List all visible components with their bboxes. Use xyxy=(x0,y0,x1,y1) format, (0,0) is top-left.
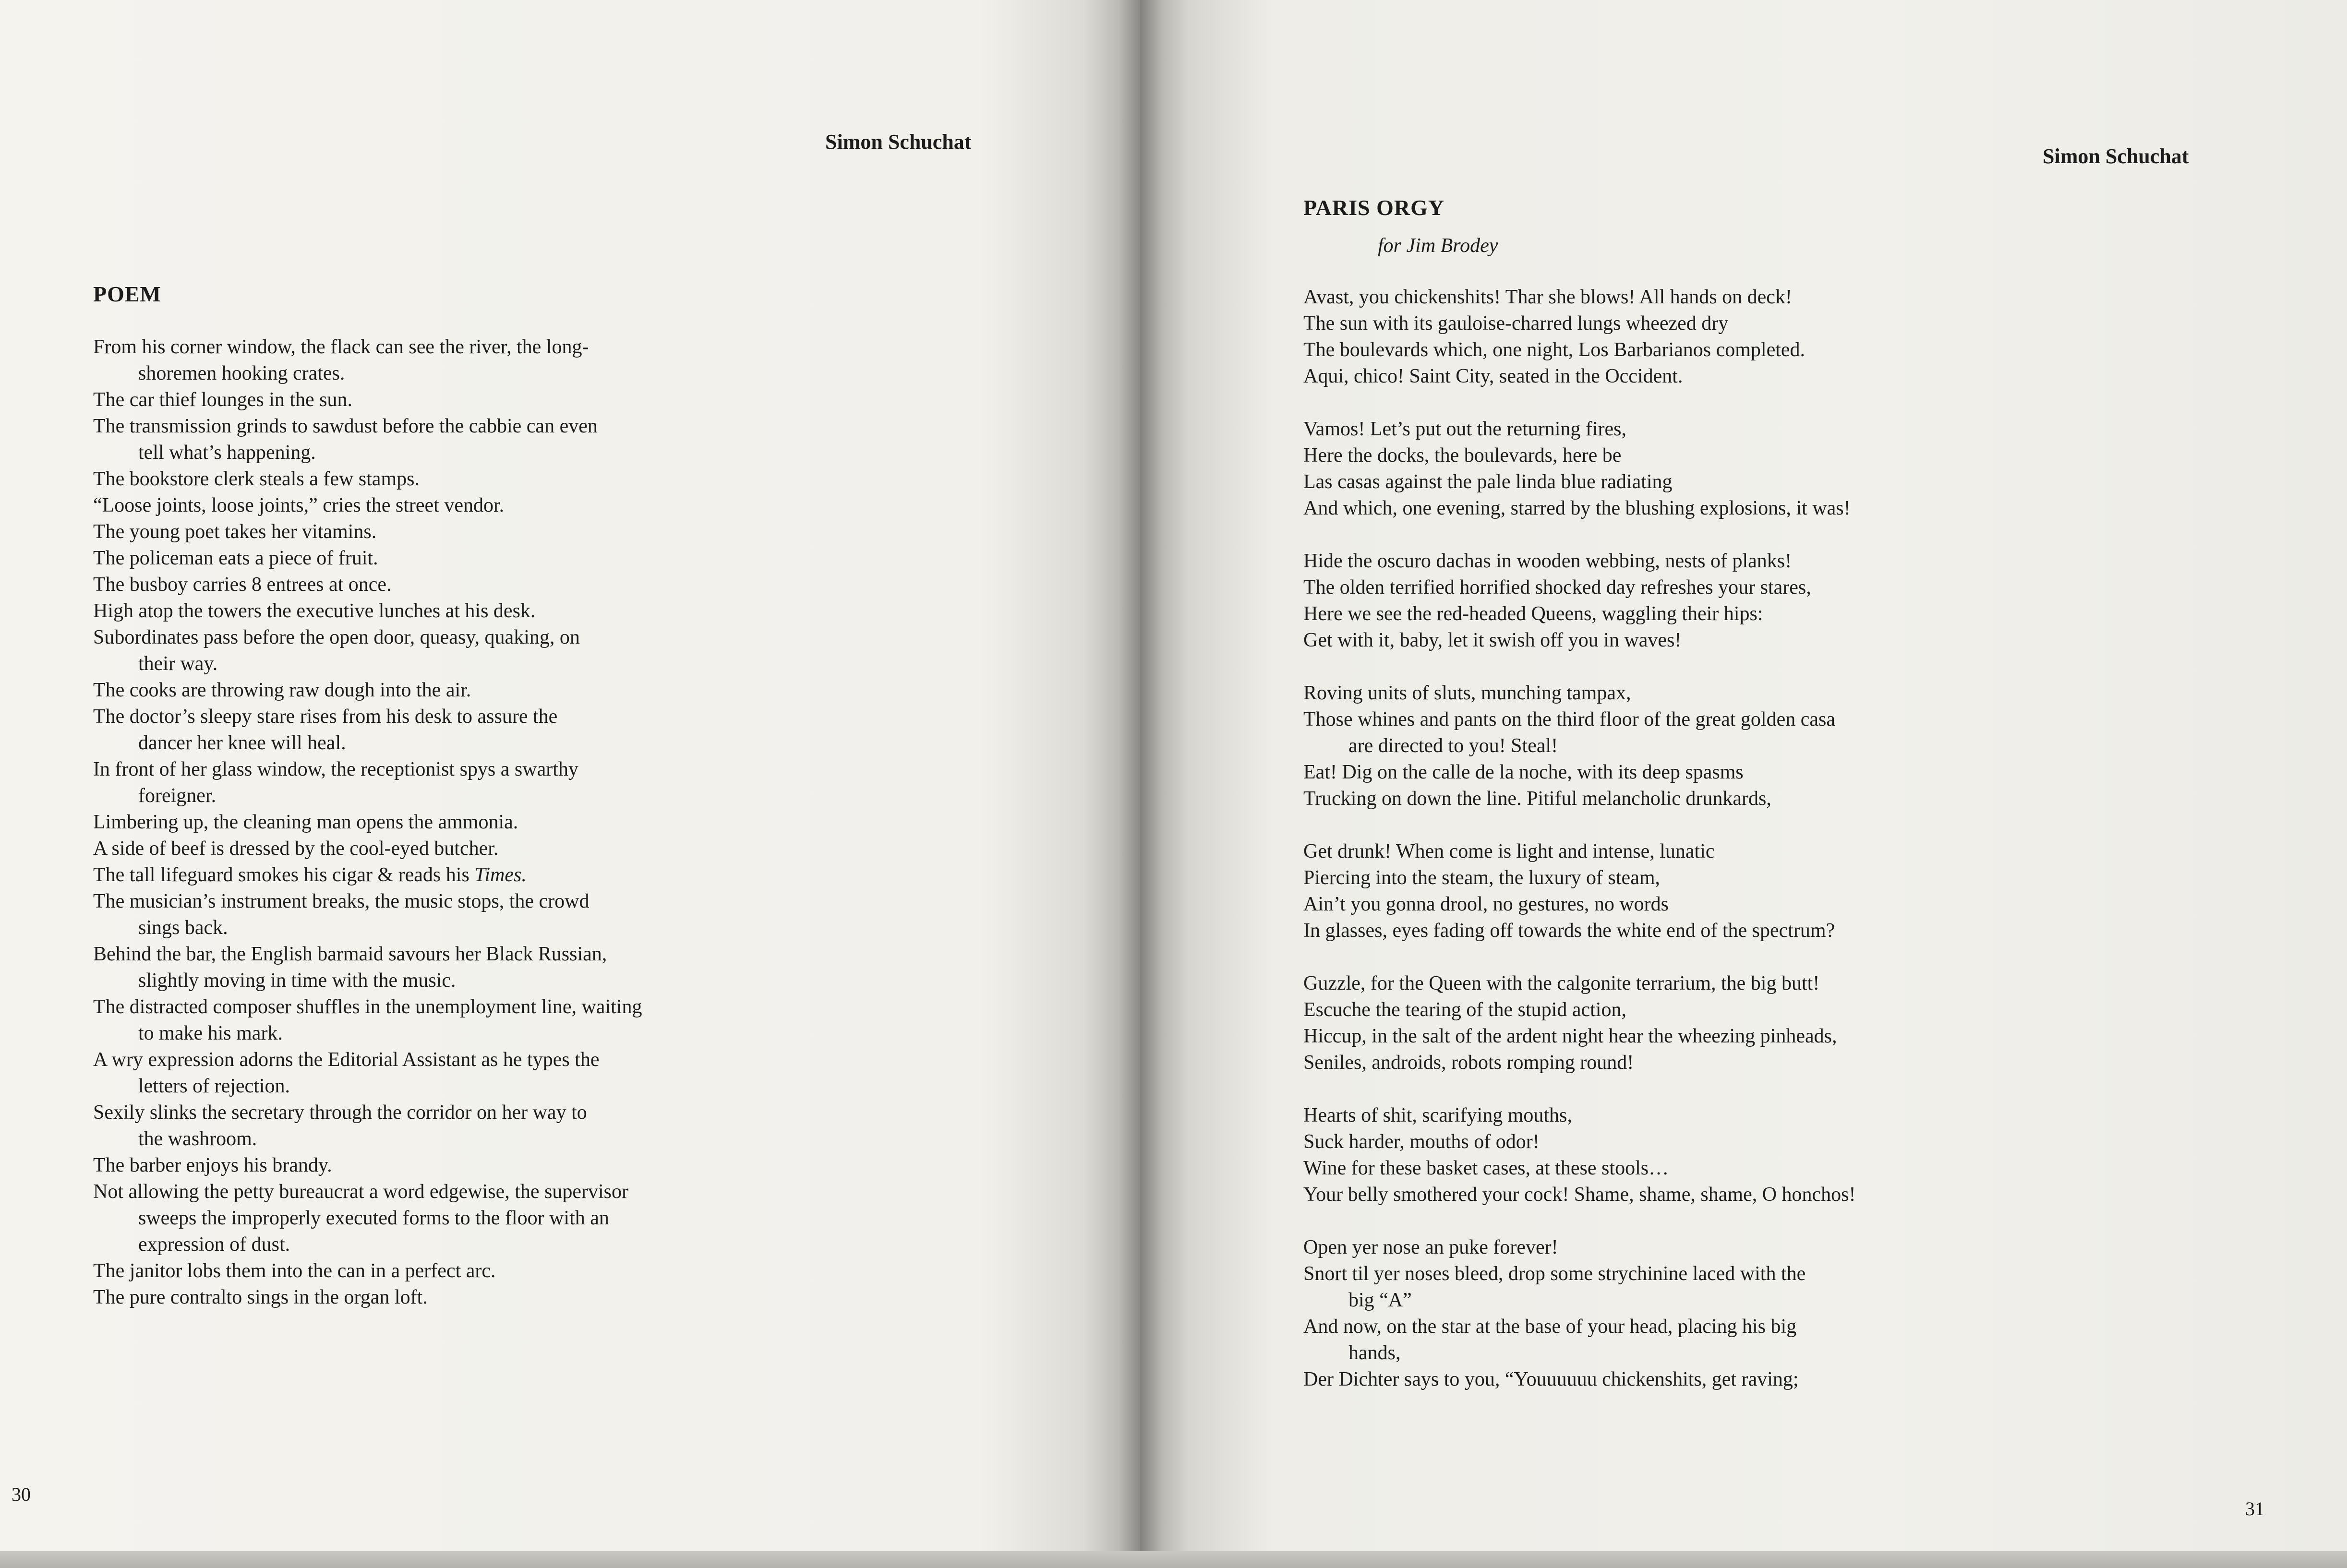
poem-line-text: Hiccup, in the salt of the ardent night hear the wheezing pinheads, xyxy=(1303,1025,1837,1047)
poem-line xyxy=(93,756,642,783)
poem-line xyxy=(1303,601,1856,627)
poem-line xyxy=(93,888,642,915)
poem-line-text: The policeman eats a piece of fruit. xyxy=(93,547,378,569)
poem-line-text: Escuche the tearing of the stupid action, xyxy=(1303,999,1626,1021)
stanza-break xyxy=(1303,522,1856,548)
poem-line-text: The car thief lounges in the sun. xyxy=(93,389,353,411)
poem-line-text: Roving units of sluts, munching tampax, xyxy=(1303,682,1631,704)
poem-line-text: In front of her glass window, the receptionist spys a swarthy xyxy=(93,758,578,780)
poem-line-text: Get drunk! When come is light and intense, lunatic xyxy=(1303,840,1715,862)
right-poem-body xyxy=(1303,284,1856,1393)
poem-line xyxy=(1303,970,1856,997)
poem-dedication: for Jim Brodey xyxy=(1378,235,1498,257)
poem-line xyxy=(93,994,642,1020)
poem-line xyxy=(93,572,642,598)
poem-line xyxy=(93,466,642,492)
poem-line xyxy=(93,836,642,862)
poem-line-text: The sun with its gauloise-charred lungs wheezed dry xyxy=(1303,312,1729,335)
poem-line xyxy=(1303,759,1856,786)
poem-line-text: Avast, you chickenshits! Thar she blows! All hands on deck! xyxy=(1303,286,1792,308)
poem-line-text: The tall lifeguard smokes his cigar & reads his xyxy=(93,864,475,886)
poem-line xyxy=(1303,997,1856,1023)
poem-line-text: sweeps the improperly executed forms to the floor with an xyxy=(138,1207,609,1229)
poem-line-text: Suck harder, mouths of odor! xyxy=(1303,1131,1540,1153)
poem-line xyxy=(93,1258,642,1284)
stanza-break xyxy=(1303,944,1856,970)
poem-line xyxy=(93,1126,642,1152)
poem-line xyxy=(93,862,642,888)
poem-line-text: The cooks are throwing raw dough into the air. xyxy=(93,679,471,701)
poem-line xyxy=(1303,627,1856,654)
poem-line-text: hands, xyxy=(1348,1342,1401,1364)
poem-line xyxy=(93,440,642,466)
poem-line xyxy=(1303,680,1856,706)
poem-line xyxy=(93,1073,642,1100)
poem-line xyxy=(1303,1155,1856,1182)
poem-line xyxy=(93,519,642,545)
poem-line xyxy=(93,387,642,413)
poem-line-text: shoremen hooking crates. xyxy=(138,362,345,384)
poem-line-text: High atop the towers the executive lunches at his desk. xyxy=(93,600,536,622)
poem-line xyxy=(93,1205,642,1232)
poem-line-text: Der Dichter says to you, “Youuuuuu chickenshits, get raving; xyxy=(1303,1368,1799,1390)
poem-line-text: From his corner window, the flack can see the river, the long- xyxy=(93,336,589,358)
poem-line-text: The distracted composer shuffles in the unemployment line, waiting xyxy=(93,996,642,1018)
poem-line-text: Las casas against the pale linda blue radiating xyxy=(1303,471,1673,493)
poem-line-text: dancer her knee will heal. xyxy=(138,732,346,754)
poem-line xyxy=(93,360,642,387)
poem-line xyxy=(1303,575,1856,601)
poem-line-text: slightly moving in time with the music. xyxy=(138,970,456,992)
poem-line xyxy=(93,1047,642,1073)
poem-line xyxy=(1303,891,1856,918)
right-page xyxy=(1140,0,2347,1568)
poem-line-text: Piercing into the steam, the luxury of steam, xyxy=(1303,867,1660,889)
book-gutter xyxy=(1119,0,1162,1568)
poem-line xyxy=(93,492,642,519)
page-bottom-edge xyxy=(0,1551,2347,1568)
right-page-number: 31 xyxy=(2245,1498,2264,1520)
poem-line xyxy=(1303,1102,1856,1129)
poem-line-text: the washroom. xyxy=(138,1128,257,1150)
poem-line xyxy=(93,598,642,624)
poem-line xyxy=(1303,786,1856,812)
poem-line-text: Your belly smothered your cock! Shame, shame, shame, O honchos! xyxy=(1303,1184,1856,1206)
poem-line xyxy=(1303,1340,1856,1366)
left-page-author: Simon Schuchat xyxy=(825,130,972,154)
poem-line-text: tell what’s happening. xyxy=(138,442,316,464)
poem-line xyxy=(1303,1050,1856,1076)
poem-line-text: And now, on the star at the base of your head, placing his big xyxy=(1303,1316,1797,1338)
poem-line xyxy=(93,413,642,440)
poem-line xyxy=(1303,337,1856,363)
poem-line-text: foreigner. xyxy=(138,785,217,807)
poem-line-text: Subordinates pass before the open door, queasy, quaking, on xyxy=(93,626,580,648)
left-poem-body xyxy=(93,334,642,1311)
stanza-break xyxy=(1303,1076,1856,1102)
poem-line xyxy=(1303,1261,1856,1287)
poem-line-text: Ain’t you gonna drool, no gestures, no words xyxy=(1303,893,1669,915)
poem-line-text: letters of rejection. xyxy=(138,1075,290,1097)
poem-line-text: The musician’s instrument breaks, the music stops, the crowd xyxy=(93,890,590,912)
poem-line-text: The pure contralto sings in the organ loft. xyxy=(93,1286,428,1308)
poem-line xyxy=(93,968,642,994)
stanza-break xyxy=(1303,812,1856,838)
poem-line xyxy=(1303,363,1856,390)
poem-line xyxy=(93,915,642,941)
poem-line xyxy=(1303,1287,1856,1314)
left-page-number: 30 xyxy=(12,1484,31,1505)
poem-line-text: The busboy carries 8 entrees at once. xyxy=(93,574,392,596)
poem-line-text: Get with it, baby, let it swish off you in waves! xyxy=(1303,629,1682,651)
poem-line xyxy=(93,1020,642,1047)
poem-line xyxy=(1303,1366,1856,1393)
poem-line xyxy=(93,677,642,704)
poem-line-text: Wine for these basket cases, at these stools… xyxy=(1303,1157,1669,1179)
poem-line xyxy=(93,730,642,756)
poem-line-italic: Times. xyxy=(474,864,527,886)
poem-line-text: The boulevards which, one night, Los Barbarianos completed. xyxy=(1303,339,1805,361)
poem-line-text: The young poet takes her vitamins. xyxy=(93,521,377,543)
poem-line xyxy=(93,1232,642,1258)
poem-line-text: sings back. xyxy=(138,917,228,939)
poem-line-text: Seniles, androids, robots romping round! xyxy=(1303,1052,1634,1074)
poem-line-text: Here the docks, the boulevards, here be xyxy=(1303,444,1622,467)
poem-line-text: The transmission grinds to sawdust before the cabbie can even xyxy=(93,415,598,437)
poem-line xyxy=(1303,443,1856,469)
poem-line-text: Aqui, chico! Saint City, seated in the Occident. xyxy=(1303,365,1683,387)
stanza-break xyxy=(1303,390,1856,416)
stanza-break xyxy=(1303,654,1856,680)
poem-line-text: The bookstore clerk steals a few stamps. xyxy=(93,468,420,490)
poem-line xyxy=(93,545,642,572)
poem-line-text: Guzzle, for the Queen with the calgonite terrarium, the big butt! xyxy=(1303,972,1820,994)
poem-line-text: Eat! Dig on the calle de la noche, with its deep spasms xyxy=(1303,761,1744,783)
poem-line xyxy=(93,809,642,836)
poem-line-text: Here we see the red-headed Queens, waggling their hips: xyxy=(1303,603,1763,625)
poem-line-text: In glasses, eyes fading off towards the white end of the spectrum? xyxy=(1303,920,1835,942)
poem-line xyxy=(1303,838,1856,865)
poem-line-text: Sexily slinks the secretary through the corridor on her way to xyxy=(93,1101,587,1124)
poem-line xyxy=(1303,1023,1856,1050)
poem-line-text: The barber enjoys his brandy. xyxy=(93,1154,332,1176)
poem-line xyxy=(93,1284,642,1311)
poem-line-text: Not allowing the petty bureaucrat a word edgewise, the supervisor xyxy=(93,1181,628,1203)
poem-line-text: The doctor’s sleepy stare rises from his desk to assure the xyxy=(93,706,558,728)
poem-line-text: their way. xyxy=(138,653,218,675)
poem-line xyxy=(1303,865,1856,891)
poem-line-text: to make his mark. xyxy=(138,1022,283,1044)
poem-line xyxy=(93,1152,642,1179)
poem-line xyxy=(93,704,642,730)
poem-line xyxy=(93,334,642,360)
right-poem-title: PARIS ORGY xyxy=(1303,195,1445,220)
poem-line xyxy=(1303,1182,1856,1208)
poem-line xyxy=(1303,416,1856,443)
poem-line xyxy=(1303,918,1856,944)
poem-line xyxy=(1303,469,1856,495)
poem-line-text: are directed to you! Steal! xyxy=(1348,735,1558,757)
poem-line-text: expression of dust. xyxy=(138,1233,290,1256)
poem-line-text: Hide the oscuro dachas in wooden webbing, nests of planks! xyxy=(1303,550,1792,572)
poem-line xyxy=(93,783,642,809)
poem-line-text: Limbering up, the cleaning man opens the ammonia. xyxy=(93,811,518,833)
poem-line-text: The janitor lobs them into the can in a perfect arc. xyxy=(93,1260,496,1282)
poem-line-text: A wry expression adorns the Editorial Assistant as he types the xyxy=(93,1049,600,1071)
poem-line xyxy=(93,1100,642,1126)
poem-line-text: Hearts of shit, scarifying mouths, xyxy=(1303,1104,1572,1126)
poem-line-text: “Loose joints, loose joints,” cries the street vendor. xyxy=(93,494,505,516)
poem-line xyxy=(1303,1129,1856,1155)
poem-line-text: A side of beef is dressed by the cool-eyed butcher. xyxy=(93,838,499,860)
poem-line-text: Vamos! Let’s put out the returning fires, xyxy=(1303,418,1627,440)
poem-line xyxy=(1303,495,1856,522)
poem-line xyxy=(1303,733,1856,759)
poem-line-text: Behind the bar, the English barmaid savours her Black Russian, xyxy=(93,943,607,965)
poem-line xyxy=(1303,1314,1856,1340)
poem-line xyxy=(1303,284,1856,311)
left-poem-title: POEM xyxy=(93,282,161,306)
left-page xyxy=(0,0,1140,1568)
poem-line-text: The olden terrified horrified shocked day refreshes your stares, xyxy=(1303,576,1811,598)
stanza-break xyxy=(1303,1208,1856,1234)
poem-line-text: big “A” xyxy=(1348,1289,1412,1311)
poem-line-text: Those whines and pants on the third floor of the great golden casa xyxy=(1303,708,1836,730)
poem-line-text: Trucking on down the line. Pitiful melancholic drunkards, xyxy=(1303,788,1771,810)
poem-line-text: And which, one evening, starred by the blushing explosions, it was! xyxy=(1303,497,1851,519)
poem-line xyxy=(93,1179,642,1205)
poem-line xyxy=(93,941,642,968)
poem-line-text: Open yer nose an puke forever! xyxy=(1303,1236,1558,1258)
poem-line xyxy=(1303,548,1856,575)
poem-line xyxy=(93,624,642,651)
poem-line-text: Snort til yer noses bleed, drop some strychinine laced with the xyxy=(1303,1263,1806,1285)
poem-line xyxy=(1303,311,1856,337)
poem-line xyxy=(1303,1234,1856,1261)
poem-line xyxy=(93,651,642,677)
right-page-author: Simon Schuchat xyxy=(2043,144,2189,168)
poem-line xyxy=(1303,706,1856,733)
